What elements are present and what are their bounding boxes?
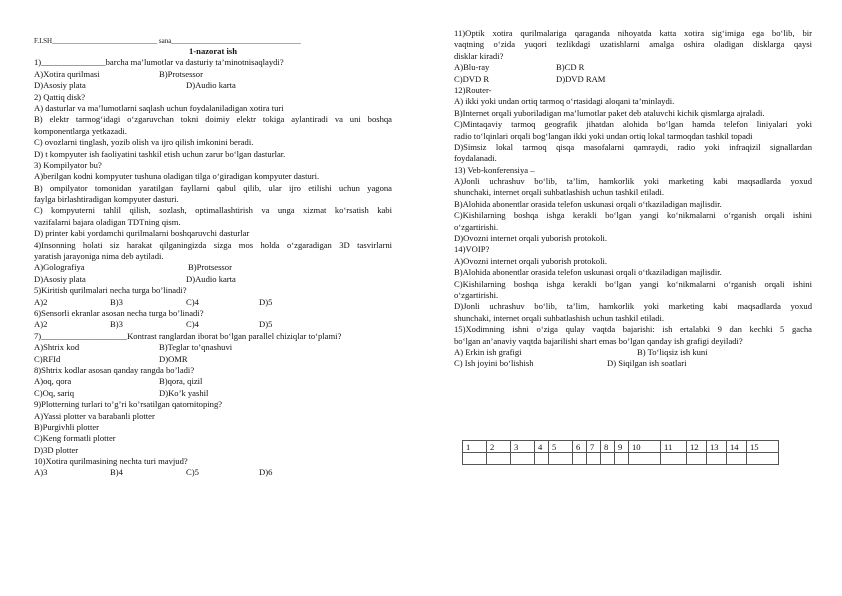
q11-option-d: D)DVD RAM bbox=[556, 73, 606, 84]
q3-option-b-line2: faylga birlashtiradigan kompyuter dasturi. bbox=[34, 194, 179, 205]
answer-cell bbox=[629, 453, 661, 465]
answer-grid-numbers bbox=[463, 441, 779, 453]
q4-option-d: D)Audio karta bbox=[186, 273, 236, 284]
q10-option-d: D)6 bbox=[259, 467, 273, 478]
q12-option-a: A) ikki yoki undan ortiq tarmoq o‘rtasidagi aloqani ta’minlaydi. bbox=[454, 96, 675, 107]
question-10: 10)Xotira qurilmasining nechta turi mavjud? bbox=[34, 456, 188, 467]
answer-cell bbox=[463, 453, 487, 465]
q1-option-c: D)Asosiy plata bbox=[34, 80, 86, 91]
q4-option-b: B)Protsessor bbox=[188, 262, 232, 273]
q9-option-a: A)Yassi plotter va barabanli plotter bbox=[34, 410, 155, 421]
q15-option-d: D) Siqilgan ish soatlari bbox=[607, 358, 687, 369]
q3-option-d: D) printer kabi yordamchi qurilmalarni boshqaruvchi dasturlar bbox=[34, 228, 250, 239]
answer-cell bbox=[661, 453, 687, 465]
q13-option-c-line1: C)Kishilarning boshqa ishga kerakli bo‘lgan yangi ko‘nikmalarni o‘rganish orqali ishini bbox=[454, 210, 812, 221]
question-11-line3: disklar kiradi? bbox=[454, 50, 504, 61]
question-14: 14)VOIP? bbox=[454, 244, 490, 255]
q5-option-d: D)5 bbox=[259, 296, 273, 307]
grid-number: 7 bbox=[587, 441, 601, 453]
answer-cell bbox=[549, 453, 573, 465]
grid-number: 9 bbox=[615, 441, 629, 453]
q4-options-row2 bbox=[34, 274, 392, 285]
question-5: 5)Kiritish qurilmalari necha turga bo’linadi? bbox=[34, 285, 187, 296]
answer-cell bbox=[535, 453, 549, 465]
q15-option-b: B) To‘liqsiz ish kuni bbox=[637, 346, 708, 357]
q14-option-d-line1: D)Jonli uchrashuv bo‘lib, ta’lim, hamkorlik yoki marketing kabi maqsadlarda yoxud bbox=[454, 301, 812, 312]
q14-option-b: B)Alohida abonentlar orasida telefon uskunasi orqali o‘tkaziladigan majlisdir. bbox=[454, 267, 722, 278]
q11-options-row2 bbox=[454, 74, 812, 85]
q12-option-c-line1: C)Mintaqaviy tarmoq geografik jihatdan alohida bo‘lgan hamda telefon liniyalari yoki bbox=[454, 119, 812, 130]
question-2: 2) Qattiq disk? bbox=[34, 91, 86, 102]
question-4-line1: 4)Insonning holati siz harakat qilganingizda sizga mos holda o‘zgaradigan 3D tasvirlarni bbox=[34, 239, 392, 250]
q8-options-row2 bbox=[34, 388, 392, 399]
q13-option-a-line1: A)Jonli uchrashuv bo‘lib, ta’lim, hamkorlik yoki marketing kabi maqsadlarda yoxud bbox=[454, 176, 812, 187]
grid-number: 11 bbox=[661, 441, 687, 453]
question-15-line1: 15)Xodimning ishni o‘ziga qulay vaqtda bajarishi: ish ertalabki 9 dan kechki 5 gacha bbox=[454, 324, 812, 335]
q8-options-row1 bbox=[34, 376, 392, 387]
q9-option-b: B)Purgivhli plotter bbox=[34, 421, 100, 432]
answer-grid-blank-row bbox=[463, 453, 779, 465]
q6-options bbox=[34, 319, 392, 330]
question-15-line2: bo‘lgan an’anaviy vaqtda bajarilishi shart emas bo’lgan qanday ish grafigi deyiladi? bbox=[454, 335, 743, 346]
q8-option-b: B)qora, qizil bbox=[159, 376, 203, 387]
q1-option-d: D)Audio karta bbox=[186, 80, 236, 91]
q15-option-a: A) Erkin ish grafigi bbox=[454, 346, 522, 357]
q14-option-d-line2: shunchaki, internet orqali suhbatlashish uchun tashkil etiladi. bbox=[454, 312, 665, 323]
q3-option-a: A)berilgan kodni kompyuter tushuna oladigan tilga o‘giradigan kompyuter dasturi. bbox=[34, 171, 320, 182]
q13-option-d: D)Ovozni internet orqali yuborish protokoli. bbox=[454, 233, 607, 244]
q5-option-b: B)3 bbox=[110, 296, 123, 307]
q15-options-row2 bbox=[454, 358, 812, 369]
grid-number: 15 bbox=[747, 441, 779, 453]
left-column bbox=[34, 37, 392, 479]
q12-option-d-line1: D)Simsiz lokal tarmoq qisqa masofalarni qamraydi, radio yoki infraqizil signallardan bbox=[454, 141, 812, 152]
question-8: 8)Shtrix kodlar asosan qanday rangda bo’ladi? bbox=[34, 364, 195, 375]
q7-option-c: C)RFId bbox=[34, 353, 61, 364]
question-9: 9)Plotterning turlari to’g’ri ko’rsatilgan qatornitoping? bbox=[34, 399, 223, 410]
answer-cell bbox=[511, 453, 535, 465]
grid-number: 10 bbox=[629, 441, 661, 453]
q10-option-a: A)3 bbox=[34, 467, 48, 478]
q15-option-c: C) Ish joyini bo‘lishish bbox=[454, 358, 534, 369]
grid-number: 13 bbox=[707, 441, 727, 453]
answer-cell bbox=[727, 453, 747, 465]
q11-option-b: B)CD R bbox=[556, 62, 585, 73]
q6-option-a: A)2 bbox=[34, 319, 48, 330]
q6-option-b: B)3 bbox=[110, 319, 123, 330]
answer-grid bbox=[462, 440, 779, 465]
answer-cell bbox=[573, 453, 587, 465]
q3-option-c-line2: vazifalarni bajara oladigan TDTning qism. bbox=[34, 216, 181, 227]
q13-option-a-line2: shunchaki, internet orqali suhbatlashish uchun tashkil etiladi. bbox=[454, 187, 665, 198]
question-12: 12)Router- bbox=[454, 84, 492, 95]
q5-option-c: C)4 bbox=[186, 296, 199, 307]
q1-options-row2 bbox=[34, 80, 392, 91]
q10-option-c: C)5 bbox=[186, 467, 199, 478]
grid-number: 12 bbox=[687, 441, 707, 453]
answer-cell bbox=[487, 453, 511, 465]
q1-option-b: B)Protsessor bbox=[159, 68, 203, 79]
right-column bbox=[454, 28, 812, 370]
question-11-line2: vaqtning o‘zida yuqori tezlikdagi uzatishlarni amalga oshira oladigan disklarga qaysi bbox=[454, 39, 812, 50]
q11-option-c: C)DVD R bbox=[454, 73, 490, 84]
grid-number: 8 bbox=[601, 441, 615, 453]
question-3: 3) Kompilyator bu? bbox=[34, 159, 102, 170]
q7-option-b: B)Teglar to’qnashuvi bbox=[159, 342, 233, 353]
q7-option-a: A)Shtrix kod bbox=[34, 342, 80, 353]
q1-options-row1 bbox=[34, 69, 392, 80]
question-11-line1: 11)Optik xotira qurilmalariga qaraganda nihoyatda katta xotira sig‘imiga ega bo‘lib, bir bbox=[454, 28, 812, 38]
q12-option-d-line2: foydalanadi. bbox=[454, 153, 497, 164]
answer-cell bbox=[687, 453, 707, 465]
grid-number: 6 bbox=[573, 441, 587, 453]
q12-option-b: B)Internet orqali yuboriladigan ma’lumotlar paket deb ataluvchi kichik qismlarga ajraladi. bbox=[454, 107, 765, 118]
answer-cell bbox=[601, 453, 615, 465]
q2-option-b-line2: komponentlarga yetkazadi. bbox=[34, 125, 127, 136]
q14-option-c-line1: C)Kishilarning boshqa ishga kerakli bo‘lgan yangi ko‘nikmalarni o‘rganish orqali ishini bbox=[454, 278, 812, 289]
q3-option-c-line1: C) kompyuterni tahlil qilish, sozlash, optimallashtirish va unga xizmat ko‘rsatish kabi bbox=[34, 205, 392, 216]
q8-option-c: C)Oq, sariq bbox=[34, 387, 75, 398]
q6-option-d: D)5 bbox=[259, 319, 273, 330]
q2-option-b-line1: B) elektr tarmog‘idagi o‘zgaruvchan tokni doimiy elektr tokiga aylantiradi va uni boshqa bbox=[34, 114, 392, 125]
exam-title: 1-nazorat ish bbox=[189, 46, 237, 56]
q15-options-row1 bbox=[454, 347, 812, 358]
q9-option-c: C)Keng formatli plotter bbox=[34, 433, 116, 444]
q1-option-a: A)Xotira qurilmasi bbox=[34, 68, 100, 79]
q13-option-b: B)Alohida abonentlar orasida telefon uskunasi orqali o‘tkaziladigan majlisdir. bbox=[454, 198, 722, 209]
answer-cell bbox=[707, 453, 727, 465]
q6-option-c: C)4 bbox=[186, 319, 199, 330]
q7-option-d: D)OMR bbox=[159, 353, 188, 364]
q2-option-a: A) dasturlar va ma’lumotlarni saqlash uchun foydalaniladigan xotira turi bbox=[34, 102, 284, 113]
q8-option-d: D)Ko’k yashil bbox=[159, 387, 209, 398]
q5-option-a: A)2 bbox=[34, 296, 48, 307]
q3-option-b-line1: B) ompilyator tomonidan yaratilgan fayllarni qabul qilib, ular ijro etilishi uchun yagona bbox=[34, 182, 392, 193]
question-1: 1)_______________barcha ma’lumotlar va dasturiy ta’minotnisaqlaydi? bbox=[34, 57, 284, 68]
q2-option-d: D) t kompyuter ish faoliyatini tashkil etish uchun zarur bo‘lgan dasturlar. bbox=[34, 148, 286, 159]
grid-number: 14 bbox=[727, 441, 747, 453]
q10-options bbox=[34, 467, 392, 478]
q4-options-row1 bbox=[34, 262, 392, 273]
grid-number: 2 bbox=[487, 441, 511, 453]
q14-option-a: A)Ovozni internet orqali yuborish protokoli. bbox=[454, 255, 607, 266]
q11-option-a: A)Blu-ray bbox=[454, 62, 490, 73]
q12-option-c-line2: radio to‘lqinlari orqali bog‘langan ikki yoki undan ortiq lokal tarmoqdan tashkil topadi bbox=[454, 130, 753, 141]
q10-option-b: B)4 bbox=[110, 467, 123, 478]
grid-number: 5 bbox=[549, 441, 573, 453]
q11-options-row1 bbox=[454, 62, 812, 73]
grid-number: 3 bbox=[511, 441, 535, 453]
q13-option-c-line2: o‘zgartirishi. bbox=[454, 221, 499, 232]
q4-option-c: D)Asosiy plata bbox=[34, 273, 86, 284]
grid-number: 4 bbox=[535, 441, 549, 453]
q14-option-c-line2: o‘zgartirishi. bbox=[454, 289, 499, 300]
q7-options-row1 bbox=[34, 342, 392, 353]
question-13: 13) Veb-konferensiya – bbox=[454, 164, 535, 175]
question-6: 6)Sensorli ekranlar asosan necha turga bo’linadi? bbox=[34, 307, 204, 318]
answer-cell bbox=[615, 453, 629, 465]
answer-cell bbox=[587, 453, 601, 465]
question-4-line2: yaratish jarayoniga nima deb aytiladi. bbox=[34, 251, 164, 262]
q2-option-c: C) ovozlarni tinglash, yozib olish va ijro qilish imkonini beradi. bbox=[34, 137, 254, 148]
q4-option-a: A)Golografiya bbox=[34, 262, 85, 273]
q8-option-a: A)oq, qora bbox=[34, 376, 72, 387]
grid-number: 1 bbox=[463, 441, 487, 453]
q7-options-row2 bbox=[34, 354, 392, 365]
q5-options bbox=[34, 297, 392, 308]
name-date-header: F.I.SH______________________________ sana_____________________________________ bbox=[34, 37, 301, 45]
question-7: 7)____________________Kontrast ranglardan iborat bo‘lgan parallel chiziqlar to‘plami? bbox=[34, 330, 342, 341]
answer-cell bbox=[747, 453, 779, 465]
q9-option-d: D)3D plotter bbox=[34, 444, 79, 455]
